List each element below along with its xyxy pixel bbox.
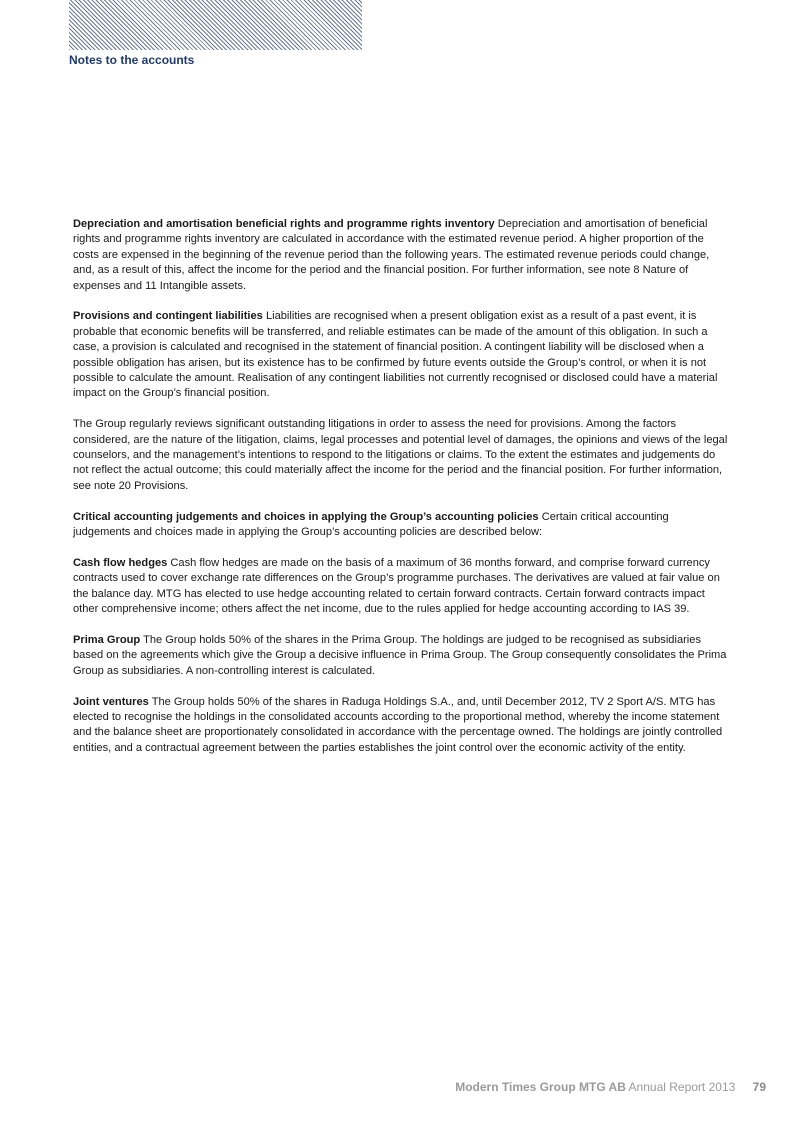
paragraph-cash-flow-hedges [73,556,729,618]
paragraph-heading: Cash flow hedges [73,556,168,569]
paragraph-provisions [73,309,729,401]
paragraph-joint-ventures [73,695,729,757]
paragraph-depreciation [73,217,729,294]
paragraph-heading: Prima Group [73,633,141,646]
footer-report: Annual Report 2013 [628,1080,736,1094]
paragraph-text: Certain critical accounting judgements and choices made in applying the Group’s accounting policies are described below: [73,510,669,539]
paragraph-litigations [73,417,729,494]
paragraph-text: Depreciation and amortisation of beneficial rights and programme rights inventory are calculated in accordance with the estimated revenue period. A higher proportion of the costs are expensed in the beginning of the revenue period than the following years. The estimated revenue periods could change, and, as a result of this, affect the income for the period and the financial position. For further information, see note 8 Nature of expenses and 11 Intangible assets. [73,218,710,292]
section-title: Notes to the accounts [69,53,195,67]
paragraph-text: Cash flow hedges are made on the basis of a maximum of 36 months forward, and comprise forward currency contracts used to cover exchange rate differences on the Group’s programme purchases. The derivatives are valued at fair value on the balance day. MTG has elected to use hedge accounting related to certain forward contracts. Certain forward contracts impact other comprehensive income; others affect the net income, due to the rules applied for hedge accounting according to IAS 39. [73,556,720,616]
paragraph-text: The Group holds 50% of the shares in the Prima Group. The holdings are judged to be recognised as subsidiaries based on the agreements which give the Group a decisive influence in Prima Group. The Group consequently consolidates the Prima Group as subsidiaries. A non-controlling interest is calculated. [73,633,727,677]
header-hatch-pattern [69,0,362,50]
paragraph-text: The Group holds 50% of the shares in Raduga Holdings S.A., and, until December 2012, TV 2 Sport A/S. MTG has elected to recognise the holdings in the consolidated accounts according to the proportional method, whereby the income statement and the balance sheet are proportionately consolidated in accordance with the percentage owned. The holdings are jointly controlled entities, and a contractual agreement between the parties establishes the joint control over the economic activity of the entity. [73,695,723,754]
paragraph-heading: Provisions and contingent liabilities [73,310,263,323]
paragraph-prima-group [73,633,729,679]
paragraph-heading: Depreciation and amortisation beneficial rights and programme rights inventory [73,218,495,230]
notes-body [73,217,729,772]
paragraph-heading: Critical accounting judgements and choices in applying the Group’s accounting policies [73,510,539,523]
paragraph-heading: Joint ventures [73,695,149,708]
paragraph-text: Liabilities are recognised when a present obligation exist as a result of a past event, it is probable that economic benefits will be transferred, and reliable estimates can be made of the amount of this obligation. In such a case, a provision is calculated and recognised in the statement of financial position. A contingent liability will be disclosed when a possible obligation has arisen, but its existence has to be confirmed by future events outside the Group’s control, or when it is not possible to calculate the amount. Realisation of any contingent liabilities not currently recognised or disclosed could have a material impact on the Group’s financial position. [73,310,718,400]
footer-company: Modern Times Group MTG AB [455,1080,626,1094]
page-number: 79 [752,1080,766,1094]
page-footer [455,1080,766,1094]
paragraph-text: The Group regularly reviews significant outstanding litigations in order to assess the need for provisions. Among the factors considered, are the nature of the litigation, claims, legal processes and potential level of damages, the opinions and views of the legal counselors, and the management’s intentions to respond to the litigations or claims. To the extent the estimates and judgements do not reflect the actual outcome; this could materially affect the income for the period and the financial position. For further information, see note 20 Provisions. [73,418,728,492]
paragraph-critical-judgements [73,510,729,541]
